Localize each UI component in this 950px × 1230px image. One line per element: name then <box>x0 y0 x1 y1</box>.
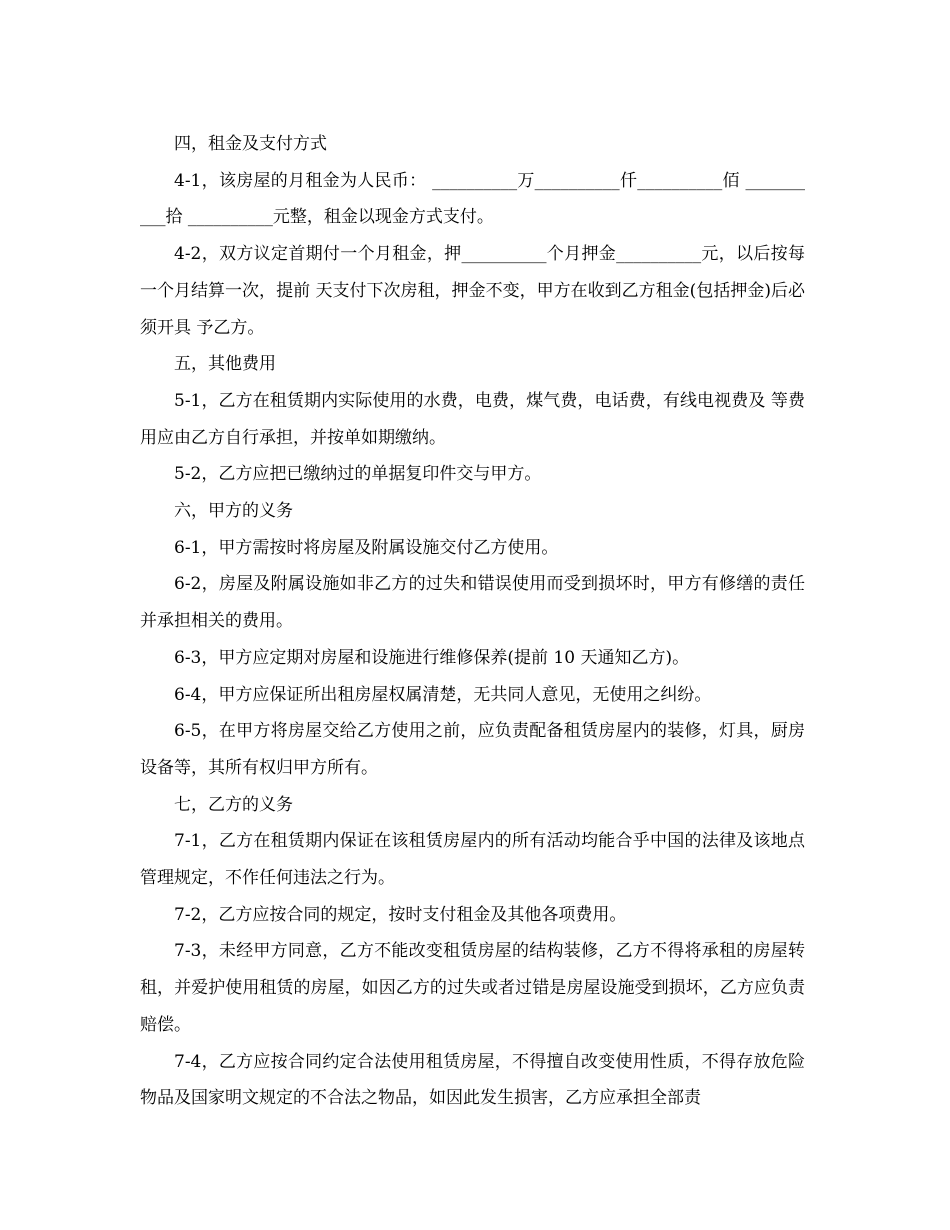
clause-5-1: 5-1，乙方在租赁期内实际使用的水费，电费，煤气费，电话费，有线电视费及 等费用应由乙方自行承担，并按单如期缴纳。 <box>140 390 805 448</box>
clause-5-2: 5-2，乙方应把已缴纳过的单据复印件交与甲方。 <box>174 464 542 485</box>
section-heading-party-a-obligations: 六，甲方的义务 <box>174 501 293 522</box>
clause-4-2: 4-2，双方议定首期付一个月租金，押__________个月押金__________元，以后按每一个月结算一次，提前 天支付下次房租，押金不变，甲方在收到乙方租金(包括押金)后必须开具 予乙方。 <box>140 244 805 338</box>
section-heading-party-b-obligations: 七，乙方的义务 <box>174 794 293 815</box>
section-heading-other-fees: 五，其他费用 <box>174 354 276 375</box>
clause-7-2: 7-2，乙方应按合同的规定，按时支付租金及其他各项费用。 <box>174 904 627 925</box>
document-body <box>140 126 805 1117</box>
clause-7-4: 7-4，乙方应按合同约定合法使用租赁房屋，不得擅自改变使用性质，不得存放危险物品及国家明文规定的不合法之物品，如因此发生损害，乙方应承担全部责 <box>140 1051 805 1109</box>
section-heading-rent-payment: 四，租金及支付方式 <box>174 134 327 154</box>
clause-7-1: 7-1，乙方在租赁期内保证在该租赁房屋内的所有活动均能合乎中国的法律及该地点管理规定，不作任何违法之行为。 <box>140 831 805 889</box>
clause-6-1: 6-1，甲方需按时将房屋及附属设施交付乙方使用。 <box>174 537 559 558</box>
clause-6-2: 6-2，房屋及附属设施如非乙方的过失和错误使用而受到损坏时，甲方有修缮的责任并承担相关的费用。 <box>140 574 805 632</box>
clause-6-4: 6-4，甲方应保证所出租房屋权属清楚，无共同人意见，无使用之纠纷。 <box>174 684 712 705</box>
clause-6-3: 6-3，甲方应定期对房屋和设施进行维修保养(提前 10 天通知乙方)。 <box>174 647 690 668</box>
clause-4-1: 4-1，该房屋的月租金为人民币： __________万__________仟__________佰 __________拾 __________元整，租金以现金方式支付。 <box>140 170 805 228</box>
clause-6-5: 6-5，在甲方将房屋交给乙方使用之前，应负责配备租赁房屋内的装修，灯具，厨房设备等，其所有权归甲方所有。 <box>140 721 805 778</box>
clause-7-3: 7-3，未经甲方同意，乙方不能改变租赁房屋的结构装修，乙方不得将承租的房屋转租，并爱护使用租赁的房屋，如因乙方的过失或者过错是房屋设施受到损坏，乙方应负责赔偿。 <box>140 941 805 1035</box>
